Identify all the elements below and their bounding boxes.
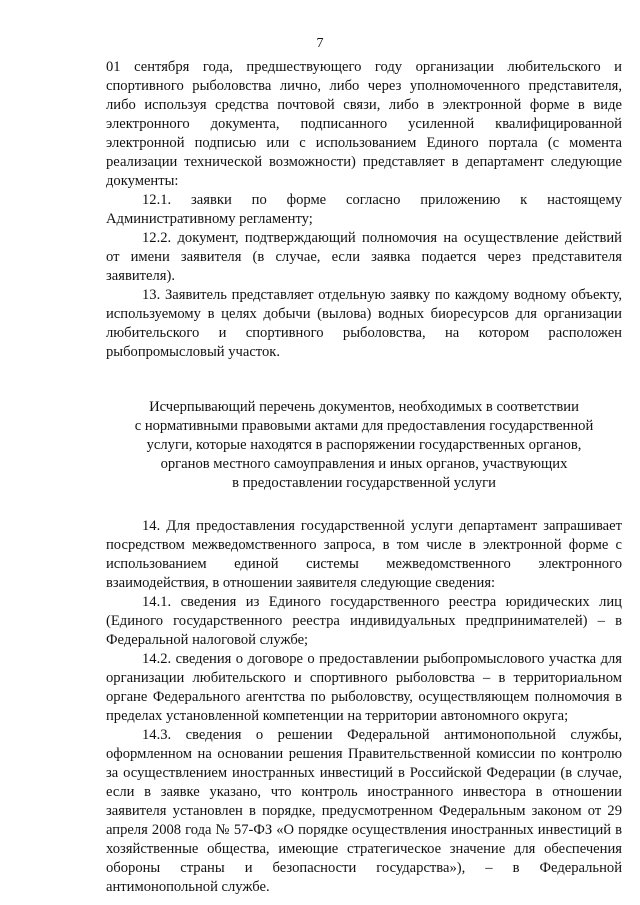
heading-line: с нормативными правовыми актами для предоставления государственной — [134, 418, 594, 434]
item-12-2: 12.2. документ, подтверждающий полномочия на осуществление действий от имени заявителя (в случае, если заявка подается через представителя заявителя). — [106, 230, 622, 284]
item-13: 13. Заявитель представляет отдельную заявку по каждому водному объекту, используемому в целях добычи (вылова) водных биоресурсов для организации любительского и спортивного рыболовства, на котором расположен рыбопромысловый участок. — [106, 287, 622, 360]
item-14-1: 14.1. сведения из Единого государственного реестра юридических лиц (Единого государственного реестра индивидуальных предпринимателей) – в Федеральной налоговой службе; — [106, 594, 622, 648]
item-12-1: 12.1. заявки по форме согласно приложению к настоящему Административному регламенту; — [106, 192, 622, 227]
item-14-3: 14.3. сведения о решении Федеральной антимонопольной службы, оформленном на основании решения Правительственной комиссии по контролю за осуществлением иностранных инвестиций в Российской Федерации (в случае, если в заявке указано, что контроль иностранного инвестора в отношении заявителя установлен в порядке, предусмотренном Федеральным законом от 29 апреля 2008 года № 57-ФЗ «О порядке осуществления иностранных инвестиций в хозяйственные общества, имеющие стратегическое значение для обеспечения обороны страны и безопасности государства»), – в Федеральной антимонопольной службе. — [106, 727, 622, 895]
document-body — [106, 58, 622, 897]
item-14-2: 14.2. сведения о договоре о предоставлении рыбопромыслового участка для организации любительского и спортивного рыболовства – в территориальном органе Федерального агентства по рыболовству, осуществляющем полномочия в пределах установленной компетенции на территории автономного округа; — [106, 651, 622, 724]
page-number: 7 — [316, 36, 324, 51]
intro-paragraph: 01 сентября года, предшествующего году организации любительского и спортивного рыболовства лично, либо через уполномоченного представителя, либо используя средства почтовой связи, либо в электронной форме в виде электронного документа, подписанного усиленной квалифицированной электронной подписью или с использованием Единого портала (с момента реализации технической возможности) представляет в департамент следующие документы: — [106, 59, 622, 189]
heading-line: Исчерпывающий перечень документов, необходимых в соответствии — [149, 399, 579, 415]
item-14: 14. Для предоставления государственной услуги департамент запрашивает посредством межведомственного запроса, в том числе в электронной форме с использованием единой системы межведомственного электронного взаимодействия, в отношении заявителя следующие сведения: — [106, 518, 622, 591]
heading-line: органов местного самоуправления и иных органов, участвующих — [160, 456, 568, 472]
heading-line: в предоставлении государственной услуги — [232, 475, 496, 491]
heading-line: услуги, которые находятся в распоряжении государственных органов, — [146, 437, 582, 453]
section-heading — [106, 398, 622, 493]
